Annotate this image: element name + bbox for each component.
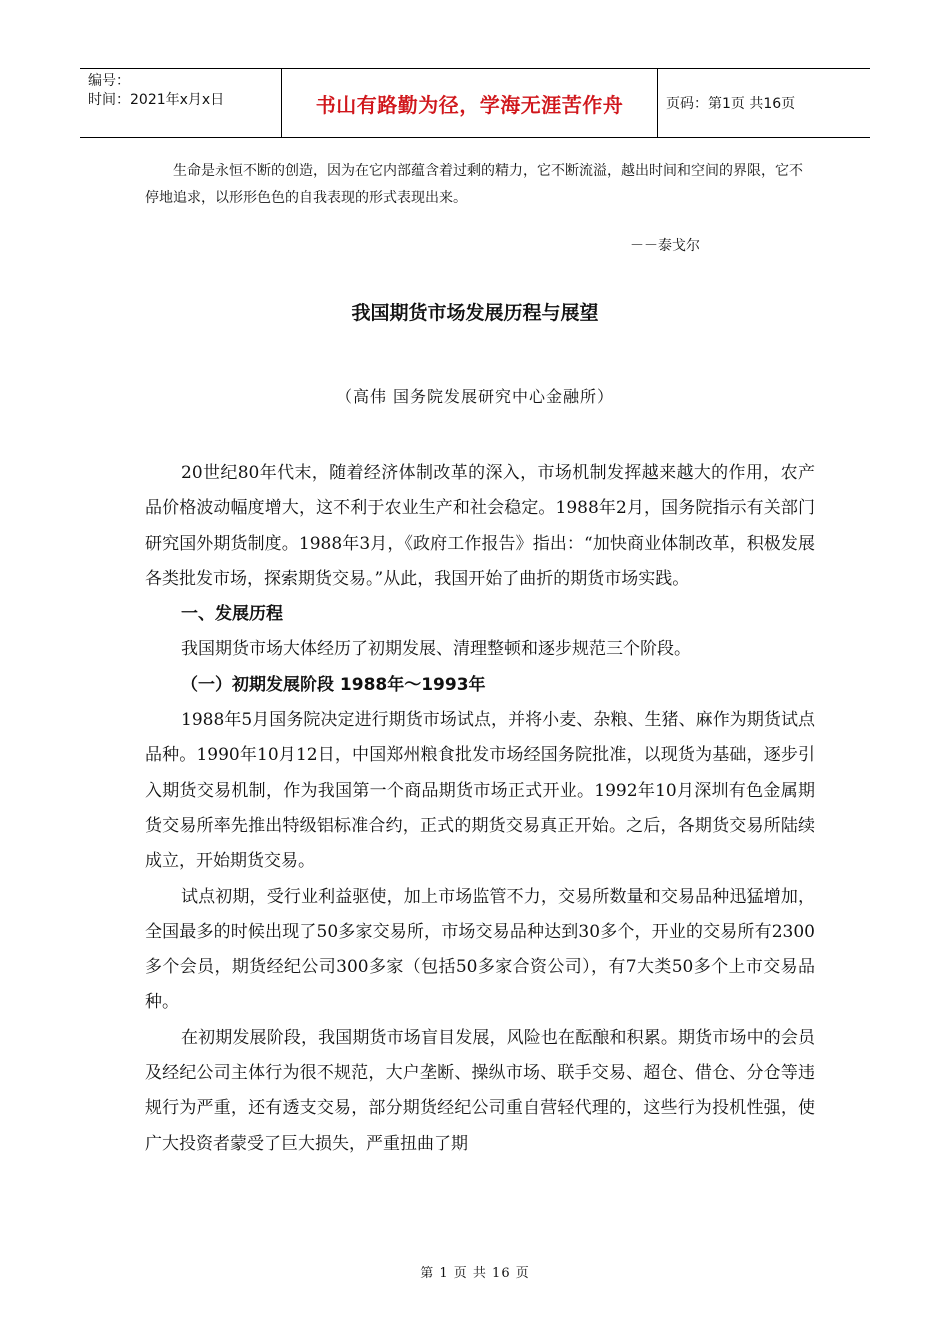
article-title: 我国期货市场发展历程与展望 xyxy=(351,302,599,324)
section-heading: 一、发展历程 xyxy=(181,604,283,625)
paragraph: 试点初期，受行业利益驱使，加上市场监管不力，交易所数量和交易品种迅猛增加，全国最多的时候出现了50多家交易所，市场交易品种达到30多个，开业的交易所有2300多个会员，期货经纪公司300多家（包括50多家合资公司），有7大类50多个上市交易品种。 xyxy=(145,886,815,1013)
header-page-info: 页码：第1页 共16页 xyxy=(666,96,796,112)
article-body xyxy=(145,456,815,1162)
header-meta xyxy=(80,69,282,137)
epigraph-author: －－泰戈尔 xyxy=(630,238,700,254)
epigraph-quote: 生命是永恒不断的创造，因为在它内部蕴含着过剩的精力，它不断流溢，越出时间和空间的界限，它不停地追求，以形形色色的自我表现的形式表现出来。 xyxy=(145,163,803,206)
header-motto-cell xyxy=(282,69,658,137)
paragraph: 我国期货市场大体经历了初期发展、清理整顿和逐步规范三个阶段。 xyxy=(181,639,691,660)
paragraph: 20世纪80年代末，随着经济体制改革的深入，市场机制发挥越来越大的作用，农产品价格波动幅度增大，这不利于农业生产和社会稳定。1988年2月，国务院指示有关部门研究国外期货制度。1988年3月，《政府工作报告》指出：“加快商业体制改革，积极发展各类批发市场，探索期货交易。”从此，我国开始了曲折的期货市场实践。 xyxy=(145,463,815,589)
page-footer: 第 1 页 共 16 页 xyxy=(420,1266,530,1281)
paragraph: 在初期发展阶段，我国期货市场盲目发展，风险也在酝酿和积累。期货市场中的会员及经纪公司主体行为很不规范，大户垄断、操纵市场、联手交易、超仓、借仓、分仓等违规行为严重，还有透支交易，部分期货经纪公司重自营轻代理的，这些行为投机性强，使广大投资者蒙受了巨大损失，严重扭曲了期 xyxy=(145,1027,815,1154)
document-date: 时间：2021年x月x日 xyxy=(88,92,225,108)
paragraph: 1988年5月国务院决定进行期货市场试点，并将小麦、杂粮、生猪、麻作为期货试点品种。1990年10月12日，中国郑州粮食批发市场经国务院批准，以现货为基础，逐步引入期货交易机制，作为我国第一个商品期货市场正式开业。1992年10月深圳有色金属期货交易所率先推出特级铝标准合约，正式的期货交易真正开始。之后，各期货交易所陆续成立，开始期货交易。 xyxy=(145,710,815,872)
document-number: 编号： xyxy=(88,73,130,89)
article-author: （高伟 国务院发展研究中心金融所） xyxy=(335,387,615,406)
header-motto: 书山有路勤为径，学海无涯苦作舟 xyxy=(315,92,624,117)
page-header xyxy=(80,68,870,138)
subsection-heading: （一）初期发展阶段 1988年～1993年 xyxy=(181,674,486,695)
